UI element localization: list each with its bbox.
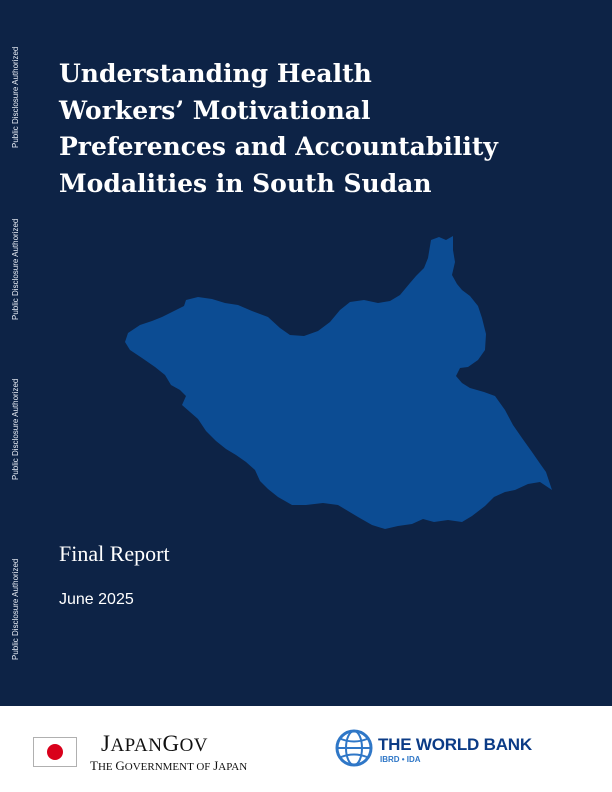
flag-sun (47, 744, 63, 760)
japan-flag-icon (33, 737, 77, 767)
report-subtitle: Final Report (59, 541, 170, 566)
tagline-he: HE (97, 761, 113, 773)
title-line: Workers’ Motivational (59, 95, 371, 125)
tagline-t: T (90, 758, 98, 773)
world-bank-tagline: IBRD • IDA (380, 755, 421, 764)
disclosure-label: Public Disclosure Authorized (11, 218, 20, 320)
tagline-overnment: OVERNMENT OF (124, 761, 211, 773)
title-line: Understanding Health (59, 59, 372, 88)
world-bank-name: THE WORLD BANK (378, 735, 532, 754)
gov-letters: OV (179, 735, 209, 756)
japan-letter-j: J (101, 731, 111, 756)
tagline-apan: APAN (218, 761, 248, 773)
title-line: Modalities in South Sudan (59, 168, 432, 198)
disclosure-label: Public Disclosure Authorized (11, 46, 20, 148)
title-line: Preferences and Accountability (59, 132, 498, 161)
disclosure-label: Public Disclosure Authorized (11, 378, 20, 480)
world-bank-globe-icon (334, 728, 374, 768)
japangov-tagline (90, 758, 247, 774)
gov-letter-g: G (162, 731, 180, 756)
tagline-g: G (115, 758, 125, 773)
report-date: June 2025 (59, 591, 134, 608)
disclosure-label: Public Disclosure Authorized (11, 558, 20, 660)
south-sudan-map-shape (125, 236, 552, 529)
japan-letters: APAN (110, 735, 163, 756)
tagline-j: J (213, 758, 219, 773)
footer (0, 706, 612, 792)
japangov-name (101, 731, 208, 757)
